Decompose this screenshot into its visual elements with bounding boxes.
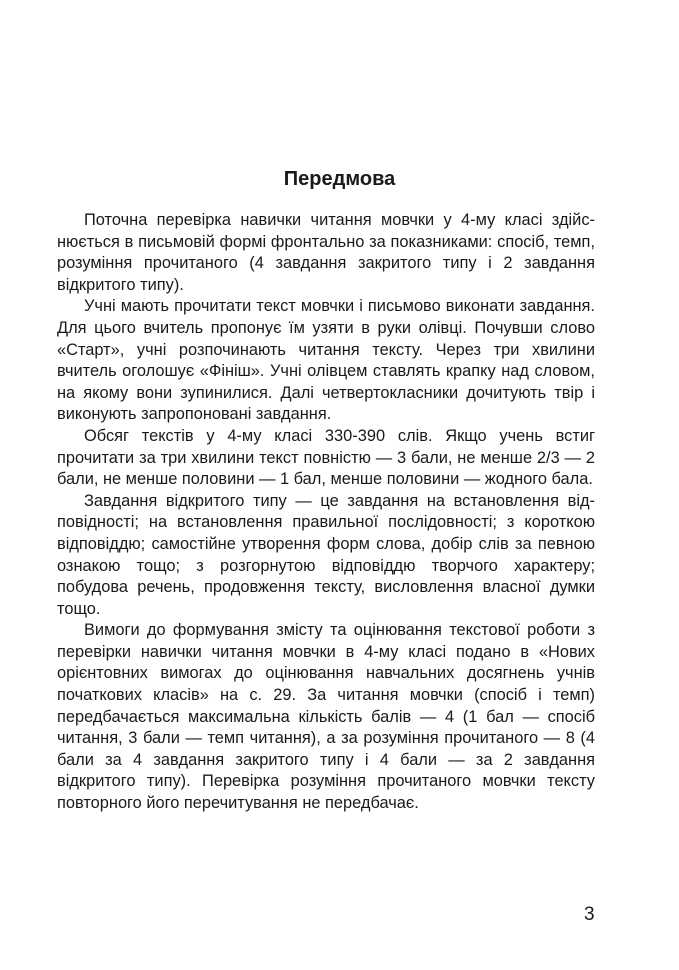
paragraph: Учні мають прочитати текст мовчки і письмово виконати завдання. Для цього вчитель пропонує їм узяти в руки олівці. Почувши слово «Старт», учні розпочинають читання тексту. Через три хвилини вчитель оголошує «Фініш». Учні олівцем ставлять крапку над словом, на якому вони зупинилися. Далі четвертокласники дочитують твір і виконують запропоновані завдання. bbox=[57, 297, 595, 424]
page-number: 3 bbox=[584, 904, 595, 925]
page-title: Передмова bbox=[283, 168, 396, 190]
paragraph: Завдання відкритого типу — це завдання на встановлення відповідності; на встановлення правильної послідовності; з короткою відповіддю; самостійне утворення форм слова, добір слів за певною ознакою тощо; з розгорнутою відповіддю творчого характеру; побудова речень, продовження тексту, висловлення власної думки тощо. bbox=[57, 491, 595, 618]
paragraph: Поточна перевірка навички читання мовчки у 4-му класі здійснюється в письмовій формі фронтально за показниками: спосіб, темп, розуміння прочитаного (4 завдання закритого типу і 2 завдання відкритого типу). bbox=[57, 211, 595, 294]
body-text bbox=[57, 210, 595, 815]
paragraph: Вимоги до формування змісту та оцінювання текстової роботи з перевірки навички читання мовчки в 4-му класі подано в «Нових орієнтовних вимогах до оцінювання навчальних досягнень учнів початкових класів» на с. 29. За читання мовчки (спосіб і темп) передбачається максимальна кількість балів — 4 (1 бал — спосіб читання, 3 бали — темп читання), а за розуміння прочитаного — 8 (4 бали за 4 завдання закритого типу і 4 бали — за 2 завдання відкритого типу). Перевірка розуміння прочитаного мовчки тексту повторного його перечитування не передбачає. bbox=[57, 621, 595, 813]
paragraph: Обсяг текстів у 4-му класі 330-390 слів. Якщо учень встиг прочитати за три хвилини текст повністю — 3 бали, не менше 2/3 — 2 бали, не менше половини — 1 бал, менше половини — жодного бала. bbox=[57, 426, 595, 489]
